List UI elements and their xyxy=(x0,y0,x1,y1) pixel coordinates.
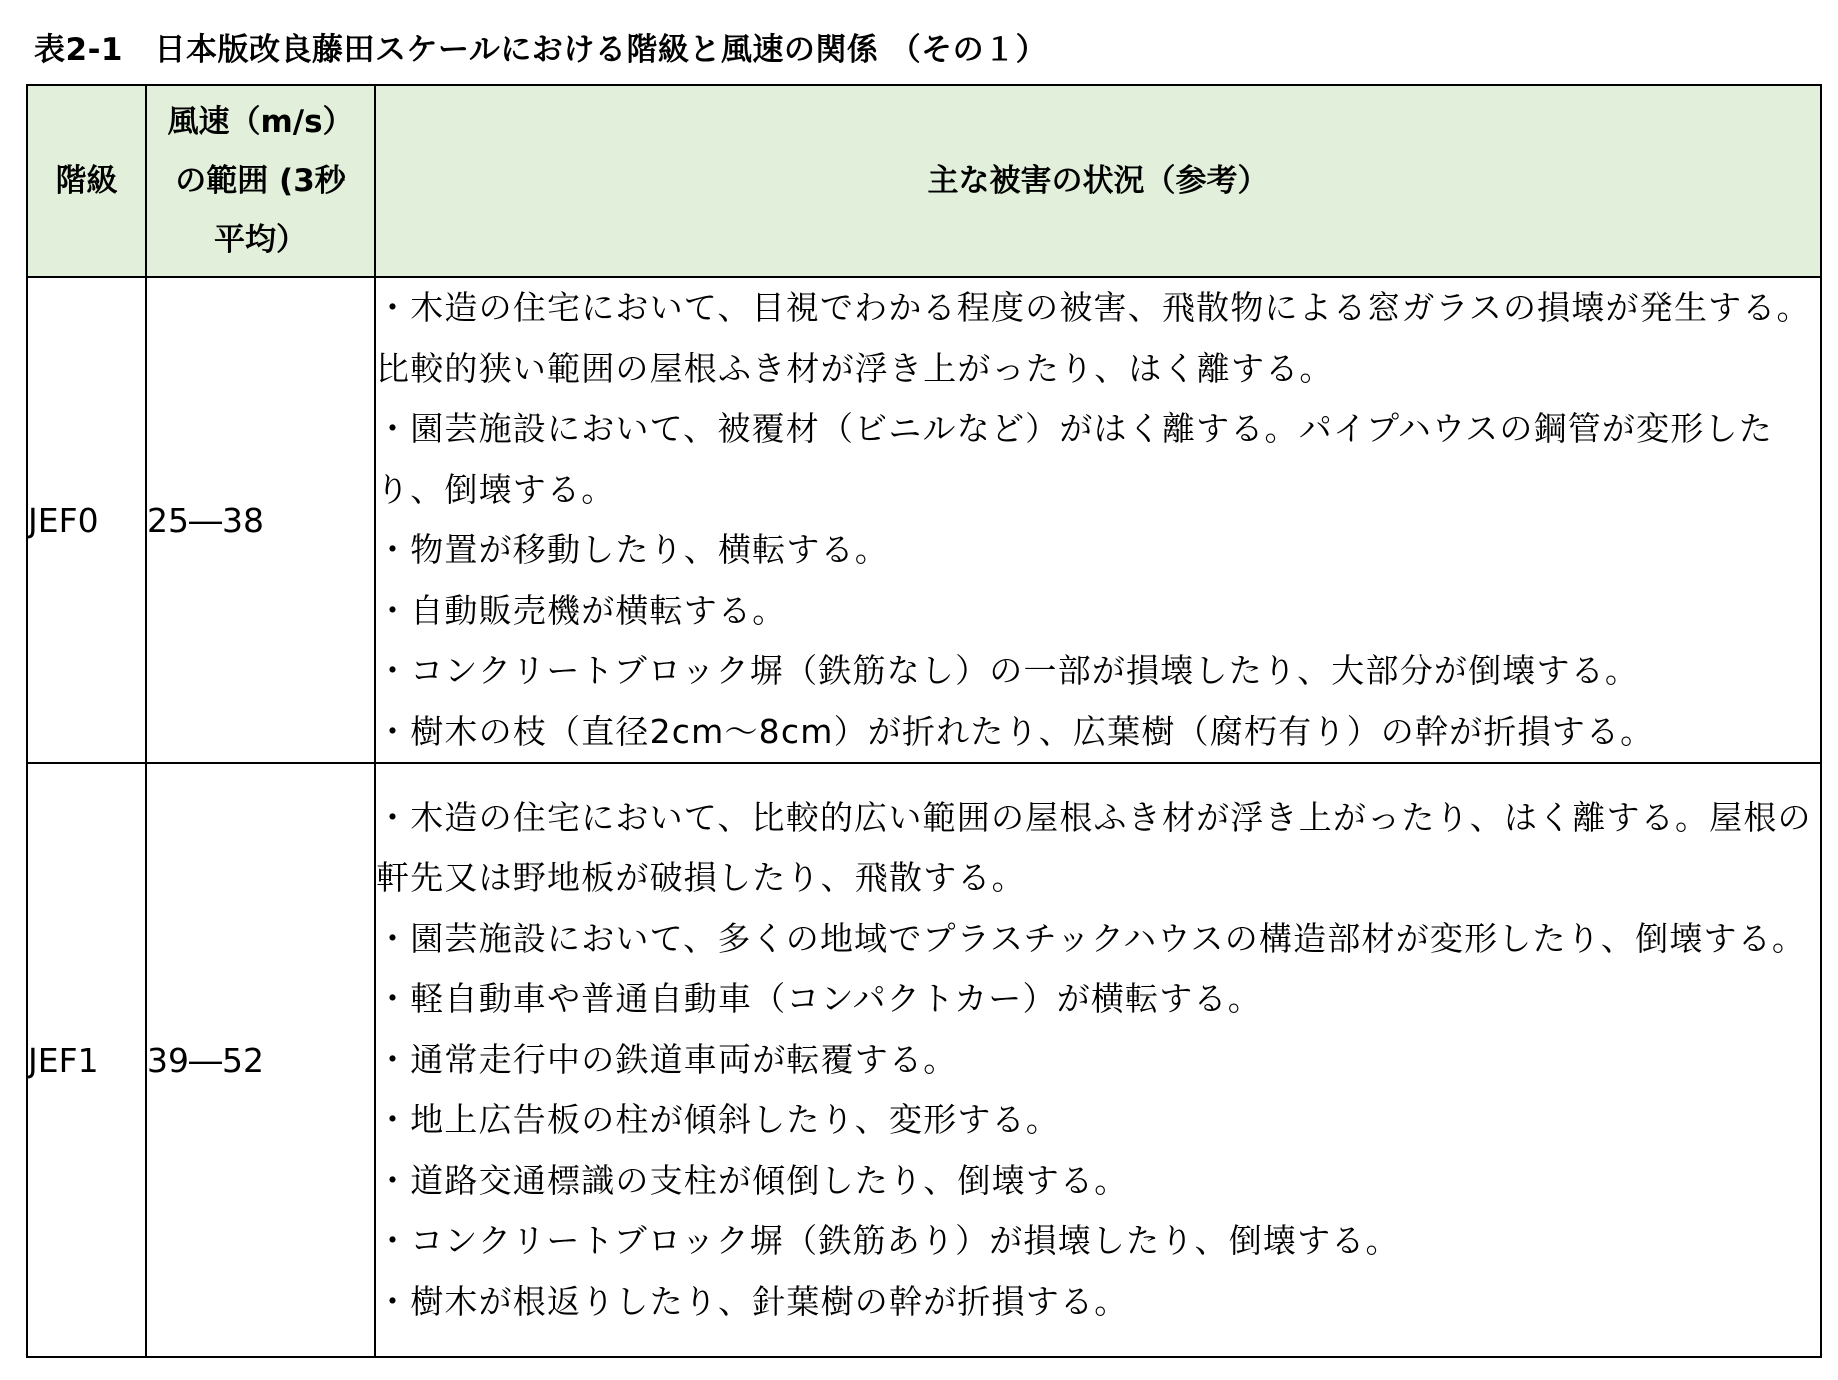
wind-range-cell: 39―52 xyxy=(146,763,375,1357)
header-wind-speed-line2: の範囲 (3秒 xyxy=(175,162,346,199)
header-wind-speed xyxy=(146,85,375,277)
damage-cell xyxy=(375,277,1821,763)
damage-item: ・樹木の枝（直径2cm～8cm）が折れたり、広葉樹（腐朽有り）の幹が折損する。 xyxy=(376,711,1655,751)
grade-cell: JEF0 xyxy=(27,277,146,763)
damage-item: ・樹木が根返りしたり、針葉樹の幹が折損する。 xyxy=(376,1281,1129,1321)
table-row xyxy=(27,277,1821,763)
damage-item: ・自動販売機が横転する。 xyxy=(376,590,787,630)
damage-item: ・木造の住宅において、比較的広い範囲の屋根ふき材が浮き上がったり、はく離する。屋根の軒先又は野地板が破損したり、飛散する。 xyxy=(376,797,1812,898)
damage-item: ・軽自動車や普通自動車（コンパクトカー）が横転する。 xyxy=(376,979,1262,1019)
header-wind-speed-line1: 風速（m/s） xyxy=(167,103,354,140)
damage-item: ・木造の住宅において、目視でわかる程度の被害、飛散物による窓ガラスの損壊が発生する。比較的狭い範囲の屋根ふき材が浮き上がったり、はく離する。 xyxy=(376,288,1811,388)
header-wind-speed-line3: 平均） xyxy=(214,221,307,258)
damage-item: ・園芸施設において、被覆材（ビニルなど）がはく離する。パイプハウスの鋼管が変形したり、倒壊する。 xyxy=(376,409,1773,509)
damage-item: ・コンクリートブロック塀（鉄筋あり）が損壊したり、倒壊する。 xyxy=(376,1221,1400,1261)
wind-range-cell: 25―38 xyxy=(146,277,375,763)
damage-item: ・通常走行中の鉄道車両が転覆する。 xyxy=(376,1039,958,1079)
damage-item: ・地上広告板の柱が傾斜したり、変形する。 xyxy=(376,1100,1060,1140)
damage-cell xyxy=(375,763,1821,1357)
grade-cell: JEF1 xyxy=(27,763,146,1357)
jef-scale-table xyxy=(26,84,1822,1358)
damage-item: ・道路交通標識の支柱が傾倒したり、倒壊する。 xyxy=(376,1160,1129,1200)
header-row xyxy=(27,85,1821,277)
damage-item: ・コンクリートブロック塀（鉄筋なし）の一部が損壊したり、大部分が倒壊する。 xyxy=(376,651,1640,690)
header-grade: 階級 xyxy=(27,85,146,277)
damage-item: ・園芸施設において、多くの地域でプラスチックハウスの構造部材が変形したり、倒壊する。 xyxy=(376,918,1807,958)
header-damage: 主な被害の状況（参考） xyxy=(375,85,1821,277)
table-row xyxy=(27,763,1821,1357)
table-caption: 表2-1 日本版改良藤田スケールにおける階級と風速の関係 （その１） xyxy=(34,32,1048,68)
damage-item: ・物置が移動したり、横転する。 xyxy=(376,530,889,569)
